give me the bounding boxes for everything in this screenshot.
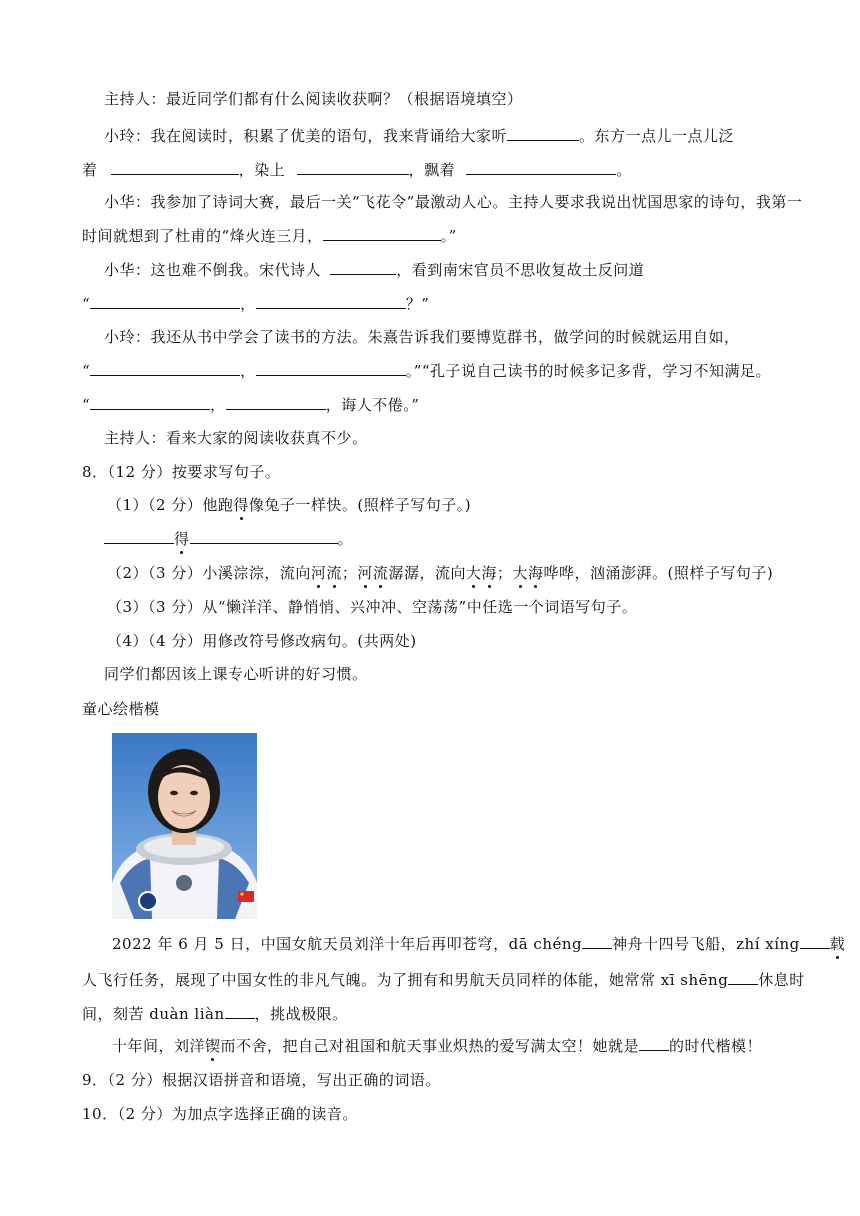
paragraph-line-3 [82, 1003, 348, 1024]
xiaoling-line-1 [104, 125, 734, 146]
xiaoling-line-5 [82, 394, 419, 415]
text: 时间就想到了杜甫的“烽火连三月， [82, 227, 323, 245]
text: 小华：这也难不倒我。宋代诗人 [104, 261, 322, 279]
blank-field[interactable] [639, 1035, 669, 1051]
text: （2）（3 分）小溪淙淙，流向 [107, 564, 311, 582]
astronaut-portrait-illustration [112, 733, 257, 919]
text: 哗哗，汹涌澎湃。(照样子写句子) [543, 564, 774, 582]
text: “ [82, 396, 91, 414]
blank-field[interactable] [507, 125, 579, 141]
paragraph-line-4 [112, 1035, 762, 1056]
blank-field[interactable] [111, 159, 239, 175]
host-outro: 主持人：看来大家的阅读收获真不少。 [104, 429, 368, 447]
blank-field[interactable] [800, 933, 830, 949]
blank-field[interactable] [256, 293, 406, 309]
blank-field[interactable] [728, 969, 758, 985]
text: 。 [616, 161, 632, 179]
text: 。” [440, 227, 457, 245]
faulty-sentence: 同学们都因该上课专心听讲的好习惯。 [104, 665, 368, 683]
text: ； [496, 564, 513, 582]
paragraph-line-2 [82, 969, 805, 990]
blank-field[interactable] [225, 1003, 255, 1019]
text: 。东方一点儿一点儿泛 [579, 127, 735, 145]
emphasis-char: 流 [326, 564, 342, 582]
text: ； [341, 564, 358, 582]
emphasis-char: 载 [829, 935, 846, 953]
blank-field[interactable] [190, 528, 338, 544]
q8-sub-2 [107, 563, 773, 583]
text: （1）（2 分）他跑 [107, 496, 234, 514]
blank-field[interactable] [256, 360, 406, 376]
emphasis-char: 锲 [205, 1037, 221, 1055]
host-intro: 主持人：最近同学们都有什么阅读收获啊？（根据语境填空） [104, 90, 523, 108]
text: ，染上 [238, 161, 286, 179]
astronaut-photo [112, 733, 257, 919]
emphasis-char: 河 [310, 564, 327, 582]
blank-field[interactable] [297, 159, 409, 175]
xiaohua-line-1: 小华：我参加了诗词大赛，最后一关“飞花令”最激动人心。主持人要求我说出忧国思家的诗句，我第一 [104, 193, 803, 211]
text: 2022 年 6 月 5 日，中国女航天员刘洋十年后再叩苍穹，dā chéng [112, 935, 583, 953]
text: ， [240, 295, 256, 313]
blank-field[interactable] [226, 394, 326, 410]
emphasis-char: 海 [481, 564, 497, 582]
text: 而不舍，把自己对祖国和航天事业炽热的爱写满太空！她就是 [220, 1037, 640, 1055]
paragraph-line-1 [112, 933, 845, 954]
text: 着 [82, 161, 98, 179]
blank-field[interactable] [104, 528, 174, 544]
text: 神舟十四号飞船，zhí xíng [612, 935, 800, 953]
text: ，飘着 [408, 161, 456, 179]
emphasis-char: 流 [372, 564, 389, 582]
text: ？” [405, 295, 430, 313]
text: 的时代楷模！ [669, 1037, 763, 1055]
text: 。”“孔子说自己读书的时候多记多背，学习不知满足。 [405, 362, 772, 380]
emphasis-char: 大 [512, 564, 529, 582]
emphasis-char: 海 [528, 564, 544, 582]
text: ， [240, 362, 256, 380]
q8-sub-4: （4）（4 分）用修改符号修改病句。(共两处) [107, 632, 417, 650]
blank-field[interactable] [90, 360, 240, 376]
blank-field[interactable] [90, 293, 240, 309]
xiaohua-line-3 [104, 259, 644, 280]
blank-field[interactable] [466, 159, 616, 175]
blank-field[interactable] [90, 394, 210, 410]
xiaoling-line-2 [82, 159, 632, 180]
blank-field[interactable] [582, 933, 612, 949]
question-10: 10．（2 分）为加点字选择正确的读音。 [82, 1105, 358, 1123]
emphasis-char: 大 [465, 564, 482, 582]
xiaohua-line-4 [82, 293, 429, 314]
text: “ [82, 295, 91, 313]
q8-sub-1-answer [104, 528, 353, 549]
q8-sub-3: （3）（3 分）从“懒洋洋、静悄悄、兴冲冲、空荡荡”中任选一个词语写句子。 [107, 598, 638, 616]
text: ，挑战极限。 [254, 1005, 348, 1023]
text: ，看到南宋官员不思收复故土反问道 [396, 261, 645, 279]
question-8-title: 8．（12 分）按要求写句子。 [82, 463, 281, 481]
section-title: 童心绘楷模 [82, 700, 160, 718]
emphasis-char: 河 [357, 564, 373, 582]
text: 休息时 [758, 971, 805, 989]
blank-field[interactable] [323, 225, 441, 241]
xiaoling-line-3: 小玲：我还从书中学会了读书的方法。朱熹告诉我们要博览群书，做学问的时候就运用自如， [104, 328, 740, 346]
xiaoling-line-4 [82, 360, 771, 381]
question-9: 9．（2 分）根据汉语拼音和语境，写出正确的词语。 [82, 1071, 441, 1089]
text: 。 [337, 530, 354, 548]
emphasis-char: 得 [174, 530, 190, 548]
text: 人飞行任务，展现了中国女性的非凡气魄。为了拥有和男航天员同样的体能，她常常 xī shēng [82, 971, 729, 989]
xiaohua-line-2 [82, 225, 457, 246]
text: 间，刻苦 duàn liàn [82, 1005, 225, 1023]
text: 像兔子一样快。(照样子写句子。) [248, 496, 472, 514]
text: 十年间，刘洋 [112, 1037, 206, 1055]
text: 潺潺，流向 [388, 564, 466, 582]
text: ，诲人不倦。” [325, 396, 420, 414]
text: ， [210, 396, 226, 414]
text: “ [82, 362, 91, 380]
emphasis-char: 得 [233, 496, 249, 514]
text: 小玲：我在阅读时，积累了优美的语句，我来背诵给大家听 [104, 127, 508, 145]
blank-field[interactable] [330, 259, 396, 275]
q8-sub-1 [107, 495, 471, 515]
